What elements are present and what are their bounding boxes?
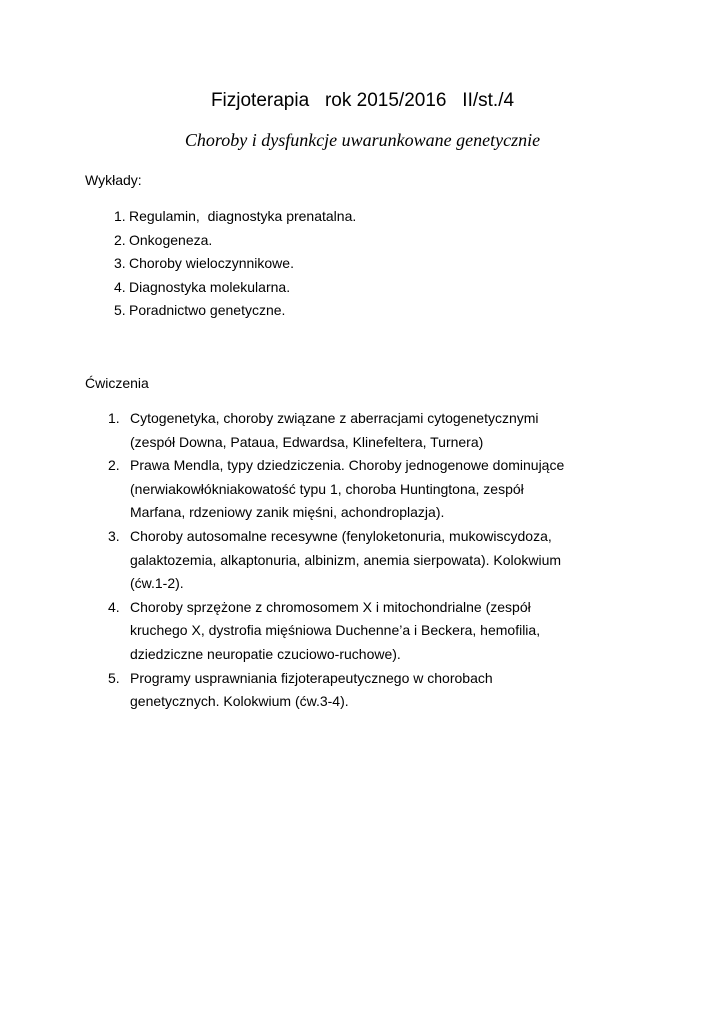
lecture-text: Onkogeneza. <box>129 231 213 248</box>
lecture-item <box>114 229 356 253</box>
lecture-text: Poradnictwo genetyczne. <box>129 302 286 319</box>
lecture-item <box>114 299 356 323</box>
exercise-line: (zespół Downa, Pataua, Edwardsa, Klinefeltera, Turnera) <box>130 433 484 450</box>
lectures-list <box>114 205 356 323</box>
lecture-number: 1. <box>114 208 126 224</box>
exercise-item <box>108 454 668 525</box>
lecture-text: Choroby wieloczynnikowe. <box>129 255 294 272</box>
exercise-line: kruchego X, dystrofia mięśniowa Duchenne’a i Beckera, hemofilia, <box>130 622 541 639</box>
lecture-text: Diagnostyka molekularna. <box>129 278 291 295</box>
lecture-item <box>114 205 356 229</box>
exercise-line: (nerwiakowłókniakowatość typu 1, choroba Huntingtona, zespół <box>130 480 524 497</box>
lecture-number: 5. <box>114 302 126 319</box>
exercise-number: 1. <box>108 410 120 426</box>
exercise-line: (ćw.1-2). <box>130 575 184 592</box>
exercise-item <box>108 407 668 454</box>
lecture-text: Regulamin, diagnostyka prenatalna. <box>129 208 357 224</box>
exercises-list <box>108 407 668 714</box>
document-subtitle: Choroby i dysfunkcje uwarunkowane genetycznie <box>184 130 541 150</box>
exercise-item <box>108 525 668 596</box>
lecture-number: 2. <box>114 231 126 248</box>
lecture-item <box>114 276 356 300</box>
exercise-line: galaktozemia, alkaptonuria, albinizm, anemia sierpowata). Kolokwium <box>130 551 562 568</box>
exercise-line: Choroby sprzężone z chromosomem X i mitochondrialne (zespół <box>130 598 531 615</box>
lectures-heading: Wykłady: <box>85 172 142 188</box>
exercise-number: 4. <box>108 598 120 615</box>
lecture-number: 4. <box>114 278 126 295</box>
exercise-line: Choroby autosomalne recesywne (fenyloketonuria, mukowiscydoza, <box>130 527 552 544</box>
exercise-line: Cytogenetyka, choroby związane z aberracjami cytogenetycznymi <box>130 410 539 426</box>
exercise-line: Programy usprawniania fizjoterapeutycznego w chorobach <box>130 669 493 686</box>
exercise-item <box>108 667 668 714</box>
exercise-line: dziedziczne neuropatie czuciowo-ruchowe). <box>130 645 401 662</box>
exercise-line: Prawa Mendla, typy dziedziczenia. Choroby jednogenowe dominujące <box>130 457 565 474</box>
exercise-number: 5. <box>108 669 120 686</box>
exercise-number: 2. <box>108 457 120 474</box>
exercise-item <box>108 596 668 667</box>
document-title: Fizjoterapia rok 2015/2016 II/st./4 <box>210 90 515 111</box>
lecture-item <box>114 252 356 276</box>
exercise-line: genetycznych. Kolokwium (ćw.3-4). <box>130 693 349 710</box>
exercise-line: Marfana, rdzeniowy zanik mięśni, achondroplazja). <box>130 504 445 521</box>
lecture-number: 3. <box>114 255 126 272</box>
exercises-heading: Ćwiczenia <box>85 375 149 391</box>
exercise-number: 3. <box>108 527 120 544</box>
